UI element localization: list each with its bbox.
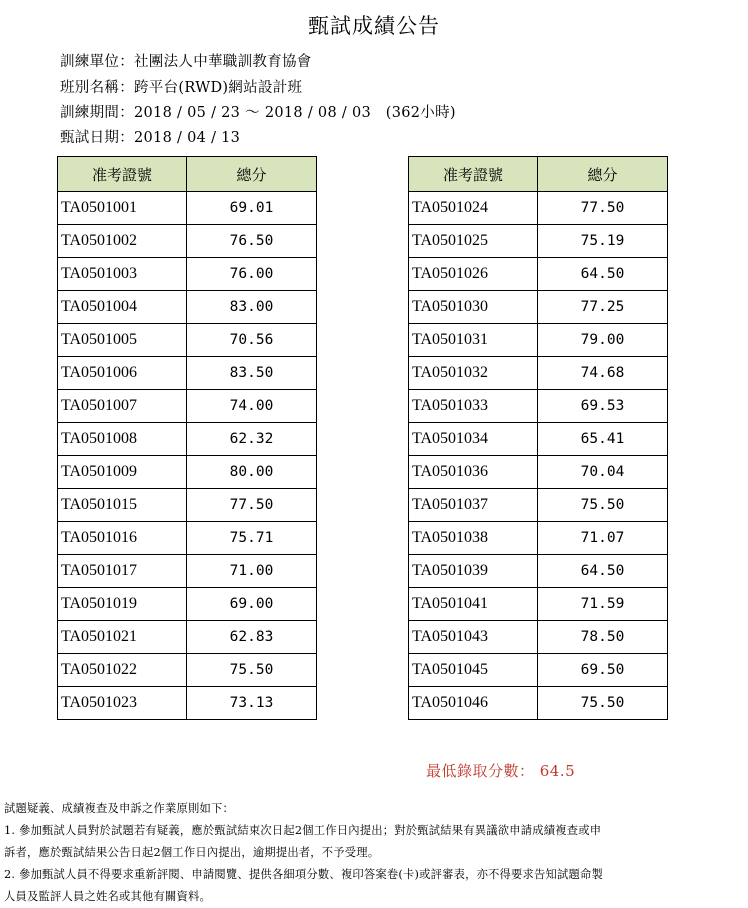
table-row — [58, 423, 317, 456]
total-score-cell: 64.50 — [538, 555, 668, 588]
exam-id-cell: TA0501015 — [58, 489, 187, 522]
exam-id-cell: TA0501041 — [409, 588, 538, 621]
total-score-cell: 69.01 — [187, 192, 317, 225]
total-score-cell: 65.41 — [538, 423, 668, 456]
exam-id-cell: TA0501037 — [409, 489, 538, 522]
training-unit-label: 訓練單位： — [60, 54, 134, 70]
exam-id-cell: TA0501007 — [58, 390, 187, 423]
rules-notice — [4, 798, 744, 908]
total-score-cell: 83.00 — [187, 291, 317, 324]
total-score-cell: 78.50 — [538, 621, 668, 654]
table-header-row — [58, 157, 317, 192]
table-row — [58, 258, 317, 291]
exam-id-cell: TA0501033 — [409, 390, 538, 423]
total-score-cell: 75.50 — [538, 687, 668, 720]
total-score-cell: 79.00 — [538, 324, 668, 357]
total-score-cell: 62.83 — [187, 621, 317, 654]
table-row — [409, 390, 668, 423]
table-header-row — [409, 157, 668, 192]
total-score-cell: 74.00 — [187, 390, 317, 423]
exam-date — [60, 126, 240, 147]
rules-line: 人員及監評人員之姓名或其他有關資料。 — [4, 890, 211, 903]
table-row — [409, 291, 668, 324]
header-total-score: 總分 — [538, 157, 668, 192]
page-title: 甄試成績公告 — [308, 14, 440, 38]
table-row — [58, 654, 317, 687]
exam-id-cell: TA0501024 — [409, 192, 538, 225]
table-row — [409, 654, 668, 687]
total-score-cell: 69.53 — [538, 390, 668, 423]
exam-date-label: 甄試日期： — [60, 130, 134, 146]
table-row — [58, 555, 317, 588]
class-name-value: 跨平台(RWD)網站設計班 — [134, 80, 303, 96]
table-row — [409, 357, 668, 390]
total-score-cell: 71.59 — [538, 588, 668, 621]
exam-id-cell: TA0501026 — [409, 258, 538, 291]
table-row — [58, 522, 317, 555]
header-total-score: 總分 — [187, 157, 317, 192]
table-row — [409, 456, 668, 489]
total-score-cell: 70.56 — [187, 324, 317, 357]
total-score-cell: 69.50 — [538, 654, 668, 687]
total-score-cell: 77.25 — [538, 291, 668, 324]
training-period — [60, 101, 456, 122]
table-row — [409, 423, 668, 456]
exam-id-cell: TA0501036 — [409, 456, 538, 489]
exam-id-cell: TA0501030 — [409, 291, 538, 324]
table-row — [409, 687, 668, 720]
exam-id-cell: TA0501017 — [58, 555, 187, 588]
total-score-cell: 77.50 — [187, 489, 317, 522]
table-row — [409, 522, 668, 555]
table-row — [409, 258, 668, 291]
exam-date-value: 2018 / 04 / 13 — [134, 130, 241, 146]
table-row — [58, 291, 317, 324]
exam-id-cell: TA0501039 — [409, 555, 538, 588]
training-unit — [60, 50, 312, 71]
exam-id-cell: TA0501001 — [58, 192, 187, 225]
total-score-cell: 74.68 — [538, 357, 668, 390]
table-row — [58, 192, 317, 225]
score-table-right — [408, 156, 668, 720]
rules-line: 2. 參加甄試人員不得要求重新評閱、申請閱覽、提供各細項分數、複印答案卷(卡)或評審表，亦不得要求告知試題命製 — [4, 868, 604, 881]
total-score-cell: 70.04 — [538, 456, 668, 489]
table-row — [58, 621, 317, 654]
training-period-value: 2018 / 05 / 23 ～ 2018 / 08 / 03 (362小時) — [134, 105, 456, 121]
exam-id-cell: TA0501034 — [409, 423, 538, 456]
exam-id-cell: TA0501023 — [58, 687, 187, 720]
exam-id-cell: TA0501025 — [409, 225, 538, 258]
table-row — [58, 324, 317, 357]
total-score-cell: 62.32 — [187, 423, 317, 456]
total-score-cell: 76.00 — [187, 258, 317, 291]
total-score-cell: 69.00 — [187, 588, 317, 621]
total-score-cell: 64.50 — [538, 258, 668, 291]
exam-id-cell: TA0501003 — [58, 258, 187, 291]
exam-id-cell: TA0501005 — [58, 324, 187, 357]
class-name-label: 班別名稱： — [60, 80, 134, 96]
exam-id-cell: TA0501008 — [58, 423, 187, 456]
total-score-cell: 71.00 — [187, 555, 317, 588]
exam-id-cell: TA0501006 — [58, 357, 187, 390]
table-row — [409, 225, 668, 258]
exam-id-cell: TA0501021 — [58, 621, 187, 654]
exam-id-cell: TA0501022 — [58, 654, 187, 687]
exam-id-cell: TA0501002 — [58, 225, 187, 258]
table-row — [58, 456, 317, 489]
table-row — [409, 621, 668, 654]
total-score-cell: 73.13 — [187, 687, 317, 720]
table-row — [409, 555, 668, 588]
total-score-cell: 75.71 — [187, 522, 317, 555]
total-score-cell: 83.50 — [187, 357, 317, 390]
total-score-cell: 71.07 — [538, 522, 668, 555]
total-score-cell: 77.50 — [538, 192, 668, 225]
table-row — [58, 687, 317, 720]
exam-id-cell: TA0501043 — [409, 621, 538, 654]
exam-id-cell: TA0501045 — [409, 654, 538, 687]
training-unit-value: 社團法人中華職訓教育協會 — [134, 54, 312, 70]
table-row — [58, 489, 317, 522]
table-row — [409, 192, 668, 225]
table-row — [409, 588, 668, 621]
total-score-cell: 76.50 — [187, 225, 317, 258]
score-table-left — [57, 156, 317, 720]
exam-id-cell: TA0501009 — [58, 456, 187, 489]
rules-line: 訴者，應於甄試結果公告日起2個工作日內提出，逾期提出者，不予受理。 — [4, 846, 380, 859]
header-exam-id: 准考證號 — [409, 157, 538, 192]
total-score-cell: 75.50 — [538, 489, 668, 522]
header-exam-id: 准考證號 — [58, 157, 187, 192]
table-row — [58, 357, 317, 390]
rules-heading: 試題疑義、成績複查及申訴之作業原則如下： — [4, 802, 234, 815]
table-row — [409, 324, 668, 357]
rules-line: 1. 參加甄試人員對於試題若有疑義，應於甄試結束次日起2個工作日內提出；對於甄試結果有異議欲申請成績複查或申 — [4, 824, 602, 837]
minimum-admission-score: 最低錄取分數： 64.5 — [426, 762, 576, 780]
table-row — [409, 489, 668, 522]
exam-id-cell: TA0501032 — [409, 357, 538, 390]
exam-id-cell: TA0501031 — [409, 324, 538, 357]
exam-id-cell: TA0501016 — [58, 522, 187, 555]
exam-id-cell: TA0501004 — [58, 291, 187, 324]
table-row — [58, 588, 317, 621]
total-score-cell: 75.19 — [538, 225, 668, 258]
training-period-label: 訓練期間： — [60, 105, 134, 121]
total-score-cell: 75.50 — [187, 654, 317, 687]
total-score-cell: 80.00 — [187, 456, 317, 489]
exam-id-cell: TA0501019 — [58, 588, 187, 621]
exam-id-cell: TA0501046 — [409, 687, 538, 720]
exam-id-cell: TA0501038 — [409, 522, 538, 555]
table-row — [58, 225, 317, 258]
table-row — [58, 390, 317, 423]
class-name — [60, 76, 302, 97]
